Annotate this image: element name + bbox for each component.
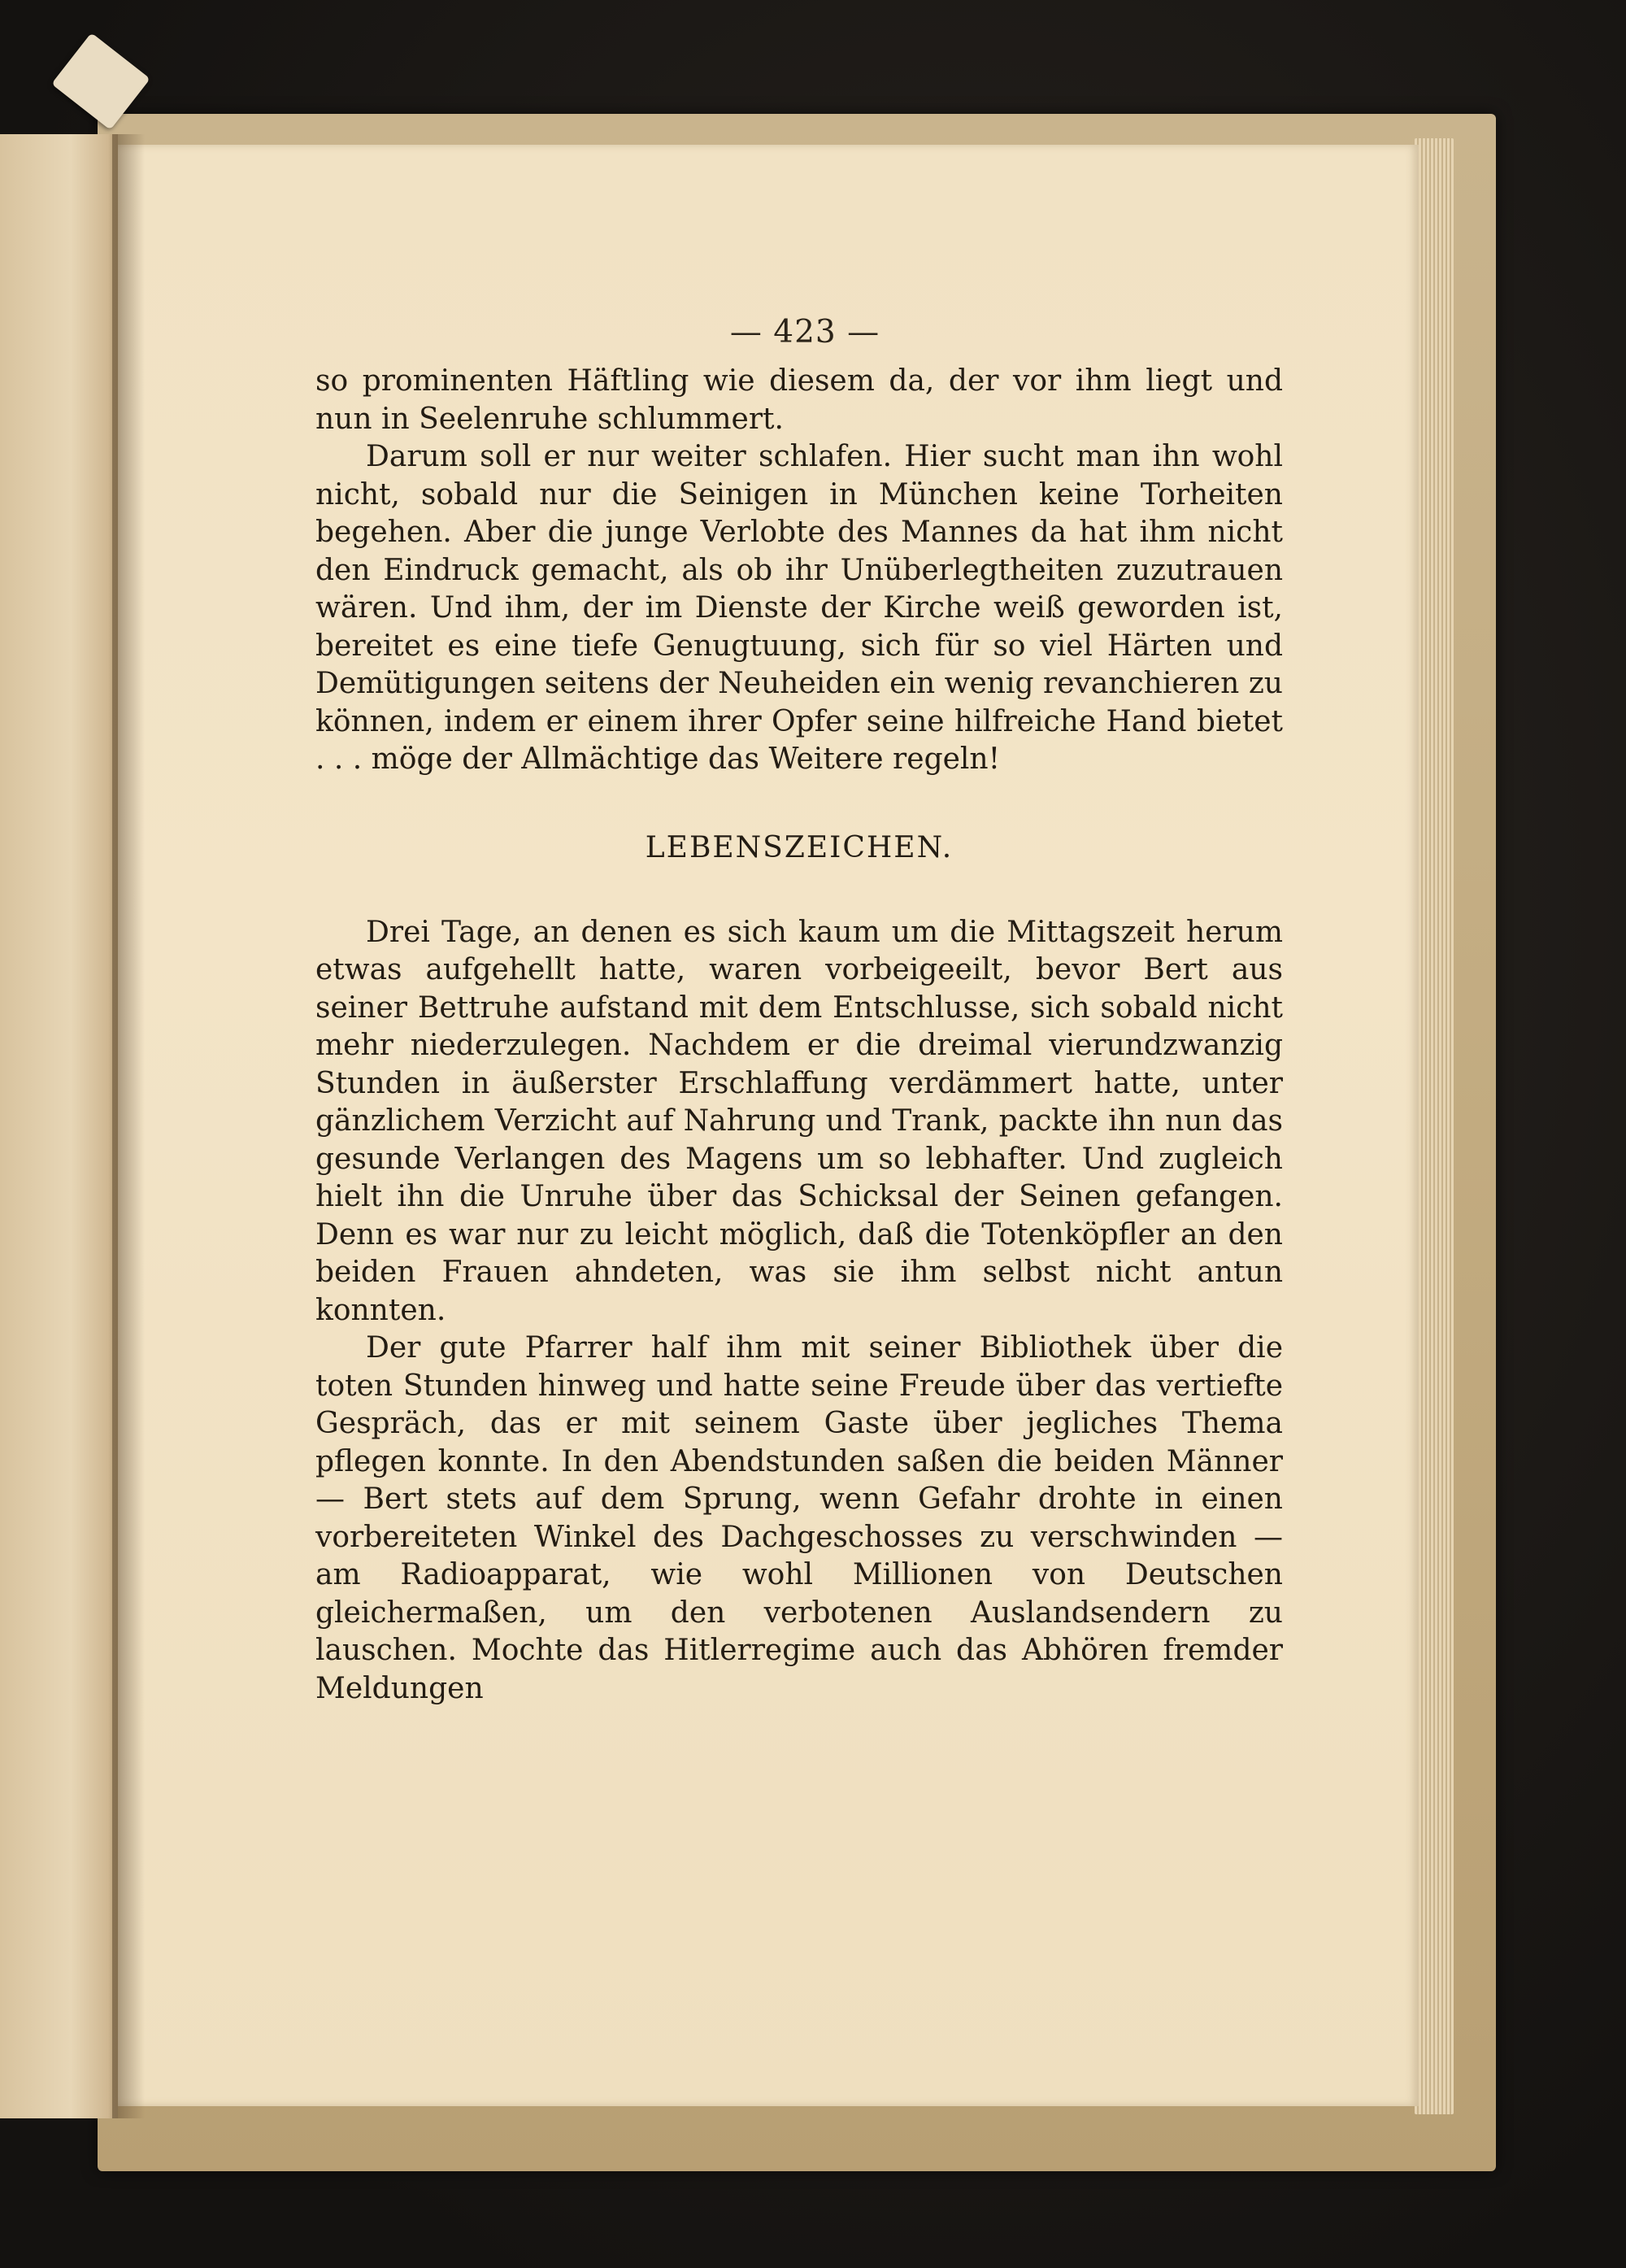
paragraph: Darum soll er nur weiter schlafen. Hier sucht man ihn wohl nicht, sobald nur die Seinigen in München keine Torheiten begehen. Aber die junge Verlobte des Mannes da hat ihm nicht den Eindruck gemacht, als ob ihr Unüberlegtheiten zuzutrauen wären. Und ihm, der im Dienste der Kirche weiß geworden ist, bereitet es eine tiefe Genugtuung, sich für so viel Härten und Demütigungen seitens der Neuheiden ein wenig revanchieren zu können, indem er einem ihrer Opfer seine hilfreiche Hand bietet . . . möge der Allmächtige das Weitere regeln! (315, 440, 1283, 776)
paragraph: Der gute Pfarrer half ihm mit seiner Bibliothek über die toten Stunden hinweg und hatte seine Freude über das vertiefte Gespräch, das er mit seinem Gaste über jegliches Thema pflegen konnte. In den Abendstunden saßen die beiden Männer — Bert stets auf dem Sprung, wenn Gefahr drohte in einen vorbereiteten Winkel des Dachgeschosses zu verschwinden — am Radioapparat, wie wohl Millionen von Deutschen gleichermaßen, um den verbotenen Auslandsendern zu lauschen. Mochte das Hitlerregime auch das Abhören fremder Meldungen (315, 1331, 1283, 1705)
text-block (315, 363, 1283, 1708)
book-page (118, 145, 1419, 2106)
paragraph: Drei Tage, an denen es sich kaum um die Mittagszeit herum etwas aufgehellt hatte, waren vorbeigeeilt, bevor Bert aus seiner Bettruhe aufstand mit dem Entschlusse, sich sobald nicht mehr niederzulegen. Nachdem er die dreimal vierundzwanzig Stunden in äußerster Erschlaffung verdämmert hatte, unter gänzlichem Verzicht auf Nahrung und Trank, packte ihn nun das gesunde Verlangen des Magens um so lebhafter. Und zugleich hielt ihn die Unruhe über das Schicksal der Seinen gefangen. Denn es war nur zu leicht möglich, daß die Totenköpfler an den beiden Frauen ahndeten, was sie ihm selbst nicht antun konnten. (315, 915, 1283, 1327)
gutter-shadow (112, 134, 145, 2118)
page-number: — 423 — (729, 314, 880, 350)
page-edges (1415, 138, 1454, 2114)
paragraph-continuation: so prominenten Häftling wie diesem da, der vor ihm liegt und nun in Seelenruhe schlummert. (315, 364, 1283, 436)
left-page-edge (0, 134, 118, 2118)
section-heading: LEBENSZEICHEN. (645, 830, 954, 864)
